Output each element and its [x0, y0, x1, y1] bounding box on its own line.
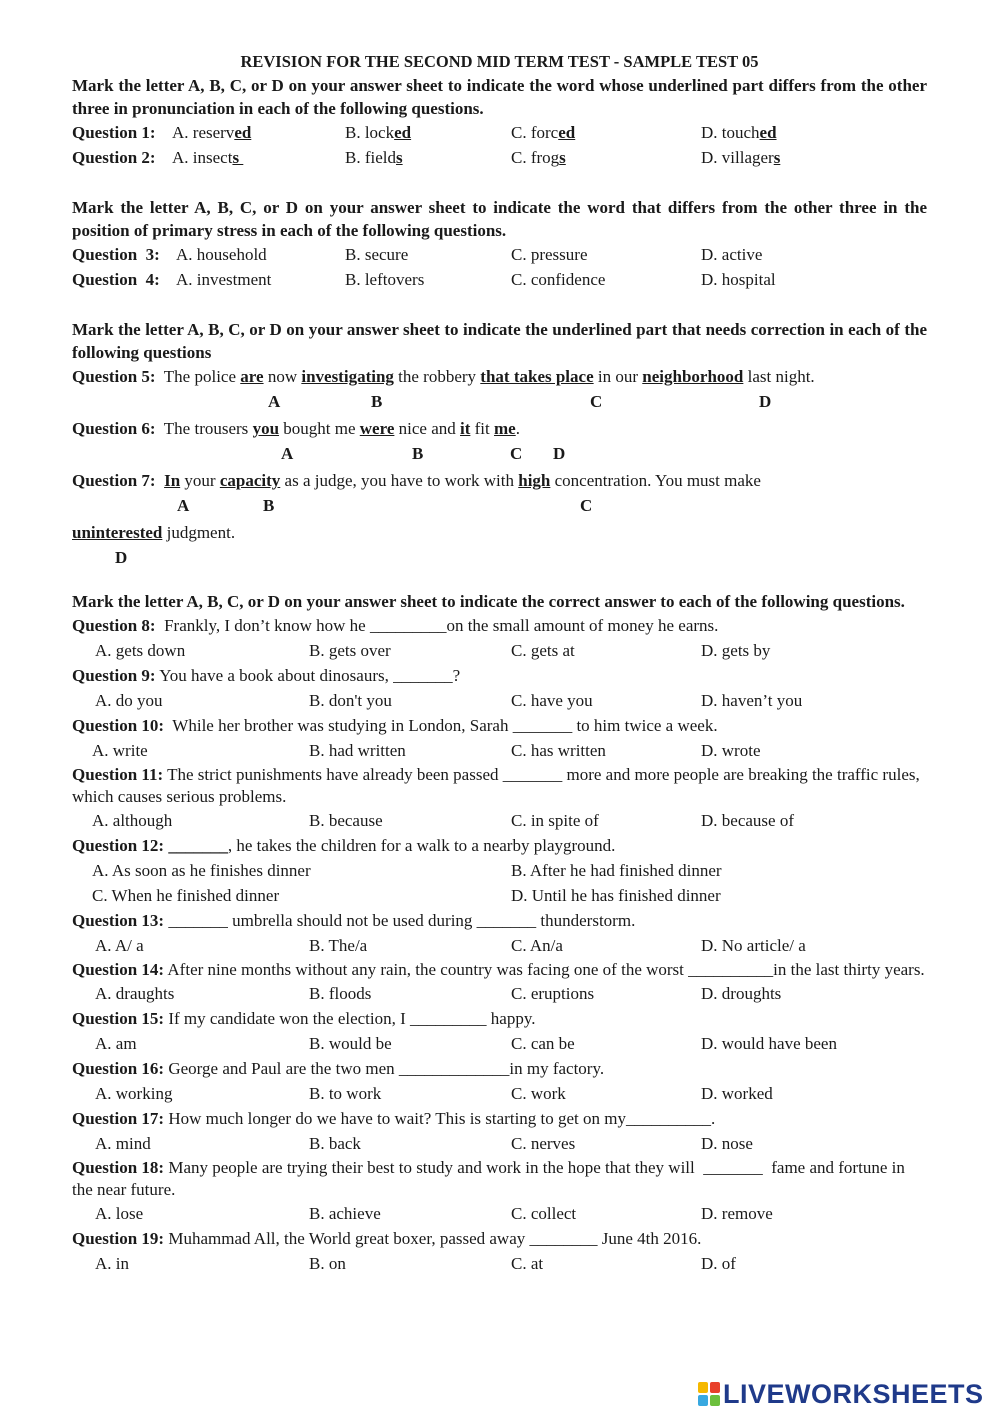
question-5-letters: [72, 389, 927, 414]
option-a[interactable]: A. reserved: [172, 123, 252, 142]
option-c[interactable]: C. have you: [511, 691, 593, 710]
question-text: If my candidate won the election, I _________ happy.: [168, 1009, 536, 1028]
question-10-options: [72, 738, 927, 763]
option-d[interactable]: D. active: [701, 245, 763, 264]
question-text: Frankly, I don’t know how he _________on the small amount of money he earns.: [164, 616, 719, 635]
question-9-options: [72, 688, 927, 713]
option-d[interactable]: D. No article/ a: [701, 936, 806, 955]
letter-b: B: [412, 444, 424, 463]
option-b[interactable]: B. on: [309, 1254, 346, 1273]
liveworksheets-logo[interactable]: [698, 1378, 984, 1410]
answer-blank[interactable]: _______: [168, 836, 228, 855]
option-d[interactable]: D. haven’t you: [701, 691, 803, 710]
question-label: Question 12:: [72, 836, 165, 855]
option-c[interactable]: C. frogs: [511, 148, 566, 167]
question-text: While her brother was studying in London, Sarah _______ to him twice a week.: [172, 716, 718, 735]
option-b[interactable]: B. gets over: [309, 641, 391, 660]
question-12-options-row-2: [72, 883, 927, 908]
question-1: [72, 120, 927, 145]
option-d[interactable]: D. gets by: [701, 641, 771, 660]
question-label: Question 15:: [72, 1009, 165, 1028]
option-d[interactable]: D. droughts: [701, 984, 782, 1003]
option-a[interactable]: A. household: [176, 245, 267, 264]
question-7-letters: [72, 493, 927, 518]
question-label: Question 8:: [72, 616, 156, 635]
question-6-letters: [72, 441, 927, 466]
option-a[interactable]: A. working: [95, 1084, 173, 1103]
question-text: How much longer do we have to wait? This is starting to get on my__________.: [168, 1109, 716, 1128]
letter-d: D: [115, 548, 128, 567]
option-c[interactable]: C. forced: [511, 123, 576, 142]
question-text: Muhammad All, the World great boxer, passed away ________ June 4th 2016.: [168, 1229, 702, 1248]
option-d[interactable]: D. villagers: [701, 148, 781, 167]
question-label: Question 3:: [72, 245, 160, 264]
option-c[interactable]: C. has written: [511, 741, 606, 760]
option-a[interactable]: A. write: [92, 741, 148, 760]
question-text: Many people are trying their best to study and work in the hope that they will _______ fame and fortune in the near future.: [72, 1158, 910, 1199]
option-a[interactable]: A. As soon as he finishes dinner: [92, 861, 311, 880]
question-8-options: [72, 638, 927, 663]
question-label: Question 13:: [72, 911, 165, 930]
question-3: [72, 242, 927, 267]
question-label: Question 6:: [72, 419, 156, 438]
question-16-options: [72, 1081, 927, 1106]
option-a[interactable]: A. mind: [95, 1134, 151, 1153]
letter-b: B: [263, 496, 275, 515]
option-d[interactable]: D. would have been: [701, 1034, 837, 1053]
logo-text: LIVEWORKSHEETS: [723, 1378, 984, 1409]
option-c[interactable]: C. at: [511, 1254, 544, 1273]
question-8: [72, 613, 927, 638]
section-3-instruction: Mark the letter A, B, C, or D on your answer sheet to indicate the underlined part that needs correction in each of the following questions: [72, 320, 927, 362]
question-14-options: [72, 981, 927, 1006]
option-c[interactable]: C. work: [511, 1084, 566, 1103]
liveworksheets-logo-icon: [698, 1382, 720, 1406]
option-c[interactable]: it: [460, 419, 471, 438]
question-label: Question 1:: [72, 123, 156, 142]
option-a[interactable]: A. draughts: [95, 984, 175, 1003]
question-text: , he takes the children for a walk to a nearby playground.: [227, 836, 616, 855]
question-text: You have a book about dinosaurs, _______?: [159, 666, 461, 685]
option-d[interactable]: D. touched: [701, 123, 777, 142]
question-11: [72, 763, 927, 808]
question-label: Question 5:: [72, 367, 156, 386]
option-c[interactable]: C. gets at: [511, 641, 575, 660]
question-4: [72, 267, 927, 292]
option-c[interactable]: C. When he finished dinner: [92, 886, 280, 905]
question-label: Question 16:: [72, 1059, 165, 1078]
option-d[interactable]: D. because of: [701, 811, 794, 830]
question-label: Question 18:: [72, 1158, 165, 1177]
question-17: [72, 1106, 927, 1131]
option-c[interactable]: C. nerves: [511, 1134, 576, 1153]
page-title: REVISION FOR THE SECOND MID TERM TEST - SAMPLE TEST 05: [240, 52, 759, 71]
option-d[interactable]: D. of: [701, 1254, 736, 1273]
option-a[interactable]: A. investment: [176, 270, 272, 289]
question-2: [72, 145, 927, 170]
section-1-instruction: Mark the letter A, B, C, or D on your answer sheet to indicate the word whose underlined part differs from the other three in pronunciation in each of the following questions.: [72, 76, 927, 118]
option-b[interactable]: B. would be: [309, 1034, 392, 1053]
question-label: Question 17:: [72, 1109, 165, 1128]
option-c[interactable]: C. confidence: [511, 270, 606, 289]
option-b[interactable]: B. fields: [345, 148, 403, 167]
option-d[interactable]: D. hospital: [701, 270, 776, 289]
question-15-options: [72, 1031, 927, 1056]
option-b[interactable]: were: [359, 419, 395, 438]
option-a[interactable]: A. although: [92, 811, 173, 830]
option-a[interactable]: A. am: [95, 1034, 137, 1053]
question-15: [72, 1006, 927, 1031]
letter-c: C: [510, 444, 523, 463]
question-9: [72, 663, 927, 688]
option-b[interactable]: B. leftovers: [345, 270, 425, 289]
option-a[interactable]: you: [252, 419, 280, 438]
option-d[interactable]: uninterested: [72, 523, 163, 542]
option-c[interactable]: C. in spite of: [511, 811, 599, 830]
option-b[interactable]: investigating: [301, 367, 394, 386]
option-c[interactable]: C. can be: [511, 1034, 575, 1053]
option-c[interactable]: C. collect: [511, 1204, 577, 1223]
option-a[interactable]: A. A/ a: [95, 936, 144, 955]
question-14: [72, 958, 927, 981]
option-c[interactable]: C. An/a: [511, 936, 563, 955]
question-7: Question 7: In your capacity as a judge, you have to work with high concentration. You must make: [72, 471, 761, 490]
option-c[interactable]: high: [518, 471, 551, 490]
letter-a: A: [281, 444, 294, 463]
question-label: Question 10:: [72, 716, 165, 735]
option-b[interactable]: B. The/a: [309, 936, 368, 955]
question-5: Question 5: The police are now investigating the robbery that takes place in our neighborhood last night.: [72, 367, 815, 386]
question-7-continued: uninterested judgment.: [72, 523, 236, 542]
question-6: Question 6: The trousers you bought me were nice and it fit me.: [72, 419, 520, 438]
option-d[interactable]: D. worked: [701, 1084, 773, 1103]
question-label: Question 2:: [72, 148, 156, 167]
option-b[interactable]: B. After he had finished dinner: [511, 861, 722, 880]
option-b[interactable]: B. don't you: [309, 691, 392, 710]
question-text: After nine months without any rain, the country was facing one of the worst __________in the last thirty years.: [167, 960, 925, 979]
option-a[interactable]: A. in: [95, 1254, 129, 1273]
question-19: [72, 1226, 927, 1251]
question-17-options: [72, 1131, 927, 1156]
question-label: Question 7:: [72, 471, 156, 490]
question-18-options: [72, 1201, 927, 1226]
option-a[interactable]: A. lose: [95, 1204, 144, 1223]
question-12: [72, 833, 927, 858]
question-label: Question 11:: [72, 765, 164, 784]
question-18: [72, 1156, 927, 1201]
option-a[interactable]: are: [240, 367, 264, 386]
question-label: Question 4:: [72, 270, 160, 289]
question-13-options: [72, 933, 927, 958]
question-7-letter-d-row: [72, 545, 927, 570]
question-text: The strict punishments have already been passed _______ more and more people are breaking the traffic rules, which causes serious problems.: [72, 765, 920, 806]
question-label: Question 9:: [72, 666, 156, 685]
worksheet-page: [72, 50, 927, 1276]
question-12-options-row-1: [72, 858, 927, 883]
letter-d: D: [553, 444, 566, 463]
question-text: George and Paul are the two men _____________in my factory.: [168, 1059, 605, 1078]
question-16: [72, 1056, 927, 1081]
option-d[interactable]: me: [494, 419, 516, 438]
option-b[interactable]: B. to work: [309, 1084, 382, 1103]
question-13: [72, 908, 927, 933]
option-b[interactable]: B. locked: [345, 123, 412, 142]
option-d[interactable]: D. Until he has finished dinner: [511, 886, 721, 905]
option-b[interactable]: B. had written: [309, 741, 406, 760]
option-d[interactable]: neighborhood: [642, 367, 744, 386]
letter-c: C: [590, 392, 603, 411]
section-2-instruction: Mark the letter A, B, C, or D on your answer sheet to indicate the word that differs from the other three in the position of primary stress in each of the following questions.: [72, 198, 927, 240]
option-c[interactable]: that takes place: [480, 367, 594, 386]
question-10: [72, 713, 927, 738]
question-label: Question 19:: [72, 1229, 165, 1248]
option-b[interactable]: capacity: [219, 471, 281, 490]
question-label: Question 14:: [72, 960, 165, 979]
option-b[interactable]: B. achieve: [309, 1204, 381, 1223]
option-a[interactable]: In: [164, 471, 181, 490]
section-4-instruction: Mark the letter A, B, C, or D on your answer sheet to indicate the correct answer to each of the following questions.: [72, 592, 905, 611]
option-b[interactable]: B. because: [309, 811, 383, 830]
question-text: _______ umbrella should not be used during _______ thunderstorm.: [168, 911, 636, 930]
option-c[interactable]: C. pressure: [511, 245, 588, 264]
letter-a: A: [268, 392, 281, 411]
option-a[interactable]: A. insects: [172, 148, 244, 167]
letter-b: B: [371, 392, 383, 411]
multiple-choice-list: [72, 613, 927, 1276]
question-11-options: [72, 808, 927, 833]
option-d[interactable]: D. wrote: [701, 741, 761, 760]
option-c[interactable]: C. eruptions: [511, 984, 595, 1003]
letter-d: D: [759, 392, 772, 411]
option-b[interactable]: B. secure: [345, 245, 409, 264]
option-b[interactable]: B. back: [309, 1134, 361, 1153]
question-19-options: [72, 1251, 927, 1276]
letter-c: C: [580, 496, 593, 515]
option-d[interactable]: D. nose: [701, 1134, 753, 1153]
option-b[interactable]: B. floods: [309, 984, 372, 1003]
option-d[interactable]: D. remove: [701, 1204, 773, 1223]
option-a[interactable]: A. gets down: [95, 641, 186, 660]
letter-a: A: [177, 496, 190, 515]
option-a[interactable]: A. do you: [95, 691, 163, 710]
